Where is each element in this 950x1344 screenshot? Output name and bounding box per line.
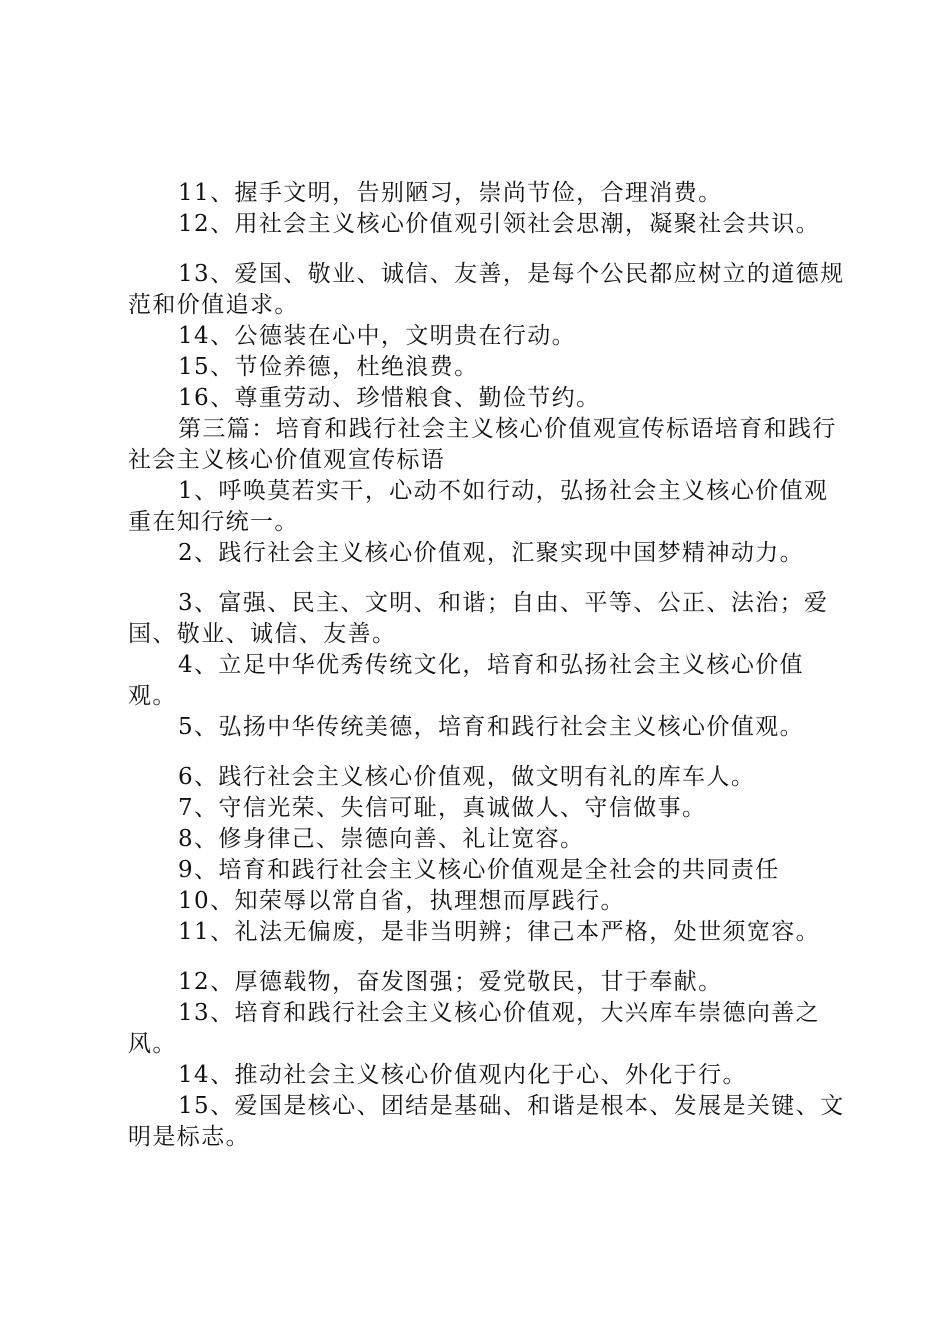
slogan-line: 11、握手文明，告别陋习，崇尚节俭，合理消费。	[178, 180, 723, 206]
slogan-line: 10、知荣辱以常自省，执理想而厚践行。	[178, 888, 625, 914]
document-body	[128, 178, 848, 1153]
slogan-line: 2、践行社会主义核心价值观，汇聚实现中国梦精神动力。	[178, 540, 805, 566]
section-heading: 第三篇：培育和践行社会主义核心价值观宣传标语培育和践行社会主义核心价值观宣传标语	[128, 416, 837, 473]
slogan-line: 13、爱国、敬业、诚信、友善，是每个公民都应树立的道德规范和价值追求。	[128, 261, 845, 318]
slogan-line: 13、培育和践行社会主义核心价值观，大兴库车崇德向善之风。	[128, 1000, 821, 1057]
slogan-line: 8、修身律己、崇德向善、礼让宽容。	[178, 826, 585, 852]
slogan-line: 3、富强、民主、文明、和谐；自由、平等、公正、法治；爱国、敬业、诚信、友善。	[128, 590, 829, 647]
slogan-line: 12、用社会主义核心价值观引领社会思潮，凝聚社会共识。	[178, 211, 821, 237]
slogan-line: 16、尊重劳动、珍惜粮食、勤俭节约。	[178, 385, 601, 411]
slogan-line: 15、节俭养德，杜绝浪费。	[178, 354, 479, 380]
slogan-line: 4、立足中华优秀传统文化，培育和弘扬社会主义核心价值观。	[128, 652, 805, 709]
slogan-line: 12、厚德载物，奋发图强；爱党敬民，甘于奉献。	[178, 969, 723, 995]
slogan-line: 6、践行社会主义核心价值观，做文明有礼的库车人。	[178, 764, 756, 790]
slogan-line: 11、礼法无偏废，是非当明辨；律己本严格，处世须宽容。	[178, 919, 821, 945]
slogan-line: 15、爱国是核心、团结是基础、和谐是根本、发展是关键、文明是标志。	[128, 1093, 845, 1150]
slogan-line: 1、呼唤莫若实干，心动不如行动，弘扬社会主义核心价值观重在知行统一。	[128, 478, 829, 535]
slogan-line: 14、公德装在心中，文明贵在行动。	[178, 323, 577, 349]
slogan-line: 7、守信光荣、失信可耻，真诚做人、守信做事。	[178, 795, 707, 821]
slogan-line: 9、培育和践行社会主义核心价值观是全社会的共同责任	[178, 857, 780, 883]
slogan-line: 14、推动社会主义核心价值观内化于心、外化于行。	[178, 1062, 747, 1088]
slogan-line: 5、弘扬中华传统美德，培育和践行社会主义核心价值观。	[178, 714, 805, 740]
